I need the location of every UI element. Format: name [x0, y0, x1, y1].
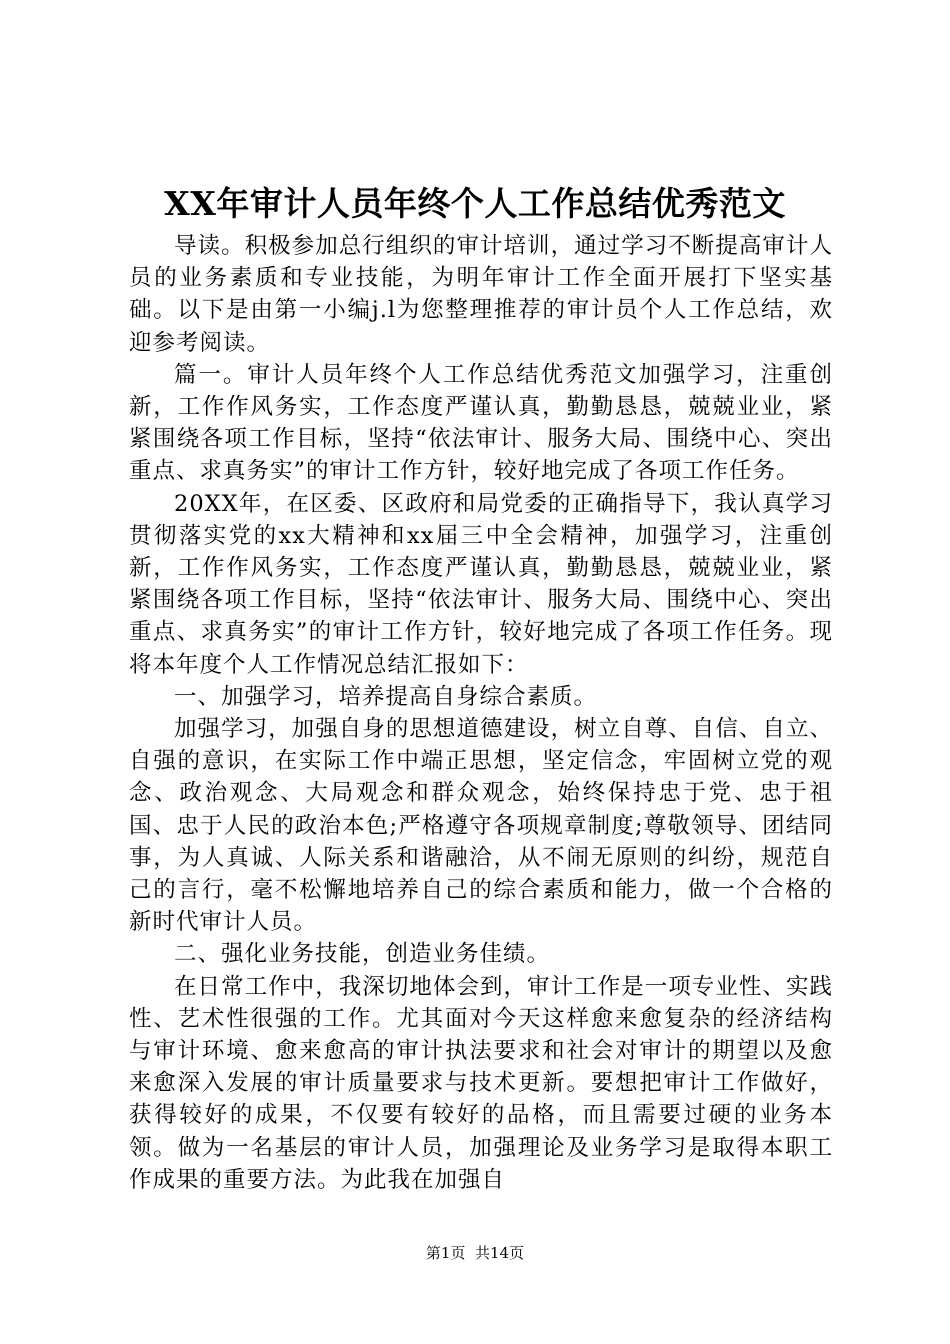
page-number: 第1页 — [425, 1244, 466, 1262]
paragraph-intro: 导读。积极参加总行组织的审计培训，通过学习不断提高审计人员的业务素质和专业技能，为明年审计工作全面开展打下坚实基础。以下是由第一小编j.l为您整理推荐的审计员个人工作总结，欢迎参考阅读。 — [129, 233, 833, 356]
document-title: XX年审计人员年终个人工作总结优秀范文 — [164, 184, 786, 223]
paragraph-study: 加强学习，加强自身的思想道德建设，树立自尊、自信、自立、自强的意识，在实际工作中端正思想，坚定信念，牢固树立党的观念、政治观念、大局观念和群众观念，始终保持忠于党、忠于祖国、忠于人民的政治本色;严格遵守各项规章制度;尊敬领导、团结同事，为人真诚、人际关系和谐融洽，从不闹无原则的纠纷，规范自己的言行，毫不松懈地培养自己的综合素质和能力，做一个合格的新时代审计人员。 — [129, 716, 833, 936]
page-footer — [0, 1242, 950, 1264]
document-body — [129, 230, 833, 1196]
page-total: 共14页 — [475, 1244, 525, 1262]
paragraph-part-one: 篇一。审计人员年终个人工作总结优秀范文加强学习，注重创新，工作作风务实，工作态度严谨认真，勤勤恳恳，兢兢业业，紧紧围绕各项工作目标，坚持“依法审计、服务大局、围绕中心、突出重点、求真务实”的审计工作方针，较好地完成了各项工作任务。 — [129, 361, 833, 485]
section-heading-2: 二、强化业务技能，创造业务佳绩。 — [174, 941, 551, 968]
section-heading-1: 一、加强学习，培养提高自身综合素质。 — [174, 683, 598, 710]
paragraph-skills: 在日常工作中，我深切地体会到，审计工作是一项专业性、实践性、艺术性很强的工作。尤其面对今天这样愈来愈复杂的经济结构与审计环境、愈来愈高的审计执法要求和社会对审计的期望以及愈来愈深入发展的审计质量要求与技术更新。要想把审计工作做好，获得较好的成果，不仅要有较好的品格，而且需要过硬的业务本领。做为一名基层的审计人员，加强理论及业务学习是取得本职工作成果的重要方法。为此我在加强自 — [129, 973, 833, 1193]
paragraph-year-summary: 20XX年，在区委、区政府和局党委的正确指导下，我认真学习贯彻落实党的xx大精神和xx届三中全会精神，加强学习，注重创新，工作作风务实，工作态度严谨认真，勤勤恳恳，兢兢业业，紧紧围绕各项工作目标，坚持“依法审计、服务大局、围绕中心、突出重点、求真务实”的审计工作方针，较好地完成了各项工作任务。现将本年度个人工作情况总结汇报如下： — [129, 490, 833, 678]
